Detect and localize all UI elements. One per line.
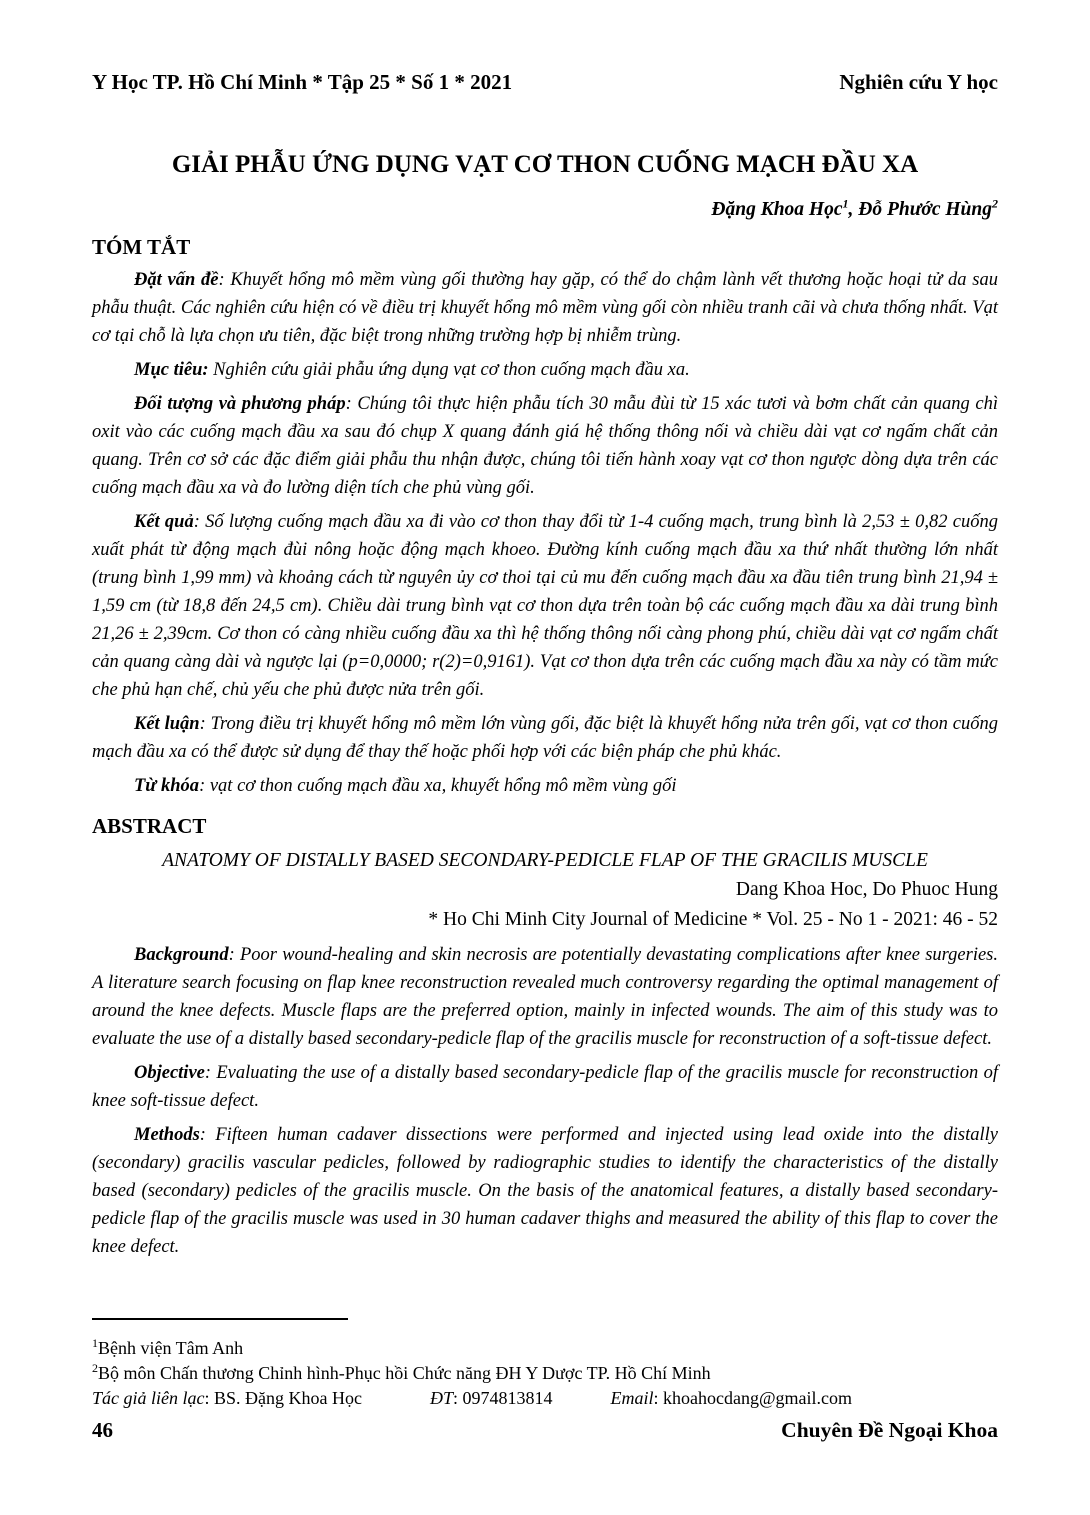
paragraph-tu-khoa (92, 772, 998, 800)
paragraph-text: : Khuyết hổng mô mềm vùng gối thường hay gặp, có thể do chậm lành vết thương hoặc hoại tử da sau phẫu thuật. Các nghiên cứu hiện có về điều trị khuyết hổng mô mềm vùng gối còn nhiều tranh cãi và chưa thống nhất. Vạt cơ tại chỗ là lựa chọn ưu tiên, đặc biệt trong những trường hợp bị nhiễm trùng. (92, 270, 998, 346)
paragraph-text: : Trong điều trị khuyết hổng mô mềm lớn vùng gối, đặc biệt là khuyết hổng nửa trên gối, vạt cơ thon cuống mạch đầu xa có thể được sử dụng để thay thế hoặc phối hợp với các biện pháp che phủ khác. (92, 714, 998, 762)
affiliation-2 (92, 1361, 998, 1386)
paragraph-text: : Evaluating the use of a distally based secondary-pedicle flap of the gracilis muscle for reconstruction of knee soft-tissue defect. (92, 1063, 998, 1111)
paragraph-methods (92, 1121, 998, 1261)
paragraph-lead: Đối tượng và phương pháp (134, 394, 346, 414)
footnote-separator-rule (92, 1318, 348, 1320)
section-heading-tom-tat: TÓM TẮT (92, 235, 191, 259)
phone-label: ĐT (429, 1388, 453, 1408)
paragraph-muc-tieu (92, 356, 998, 384)
phone-value: : 0974813814 (452, 1388, 553, 1408)
article-title: GIẢI PHẪU ỨNG DỤNG VẠT CƠ THON CUỐNG MẠCH ĐẦU XA (171, 151, 919, 178)
footer-section-title: Chuyên Đề Ngoại Khoa (781, 1418, 998, 1442)
author-1-superscript: 1 (842, 196, 849, 211)
email-value: : khoahocdang@gmail.com (653, 1388, 853, 1408)
affiliation-1-text: Bệnh viện Tâm Anh (98, 1338, 244, 1358)
paragraph-text: : vạt cơ thon cuống mạch đầu xa, khuyết hổng mô mềm vùng gối (199, 776, 677, 796)
affiliation-1 (92, 1336, 998, 1361)
paragraph-background (92, 941, 998, 1053)
email-label: Email (610, 1388, 654, 1408)
corresponding-author-line (92, 1386, 998, 1411)
paragraph-lead: Objective (134, 1063, 205, 1083)
paragraph-text: : Poor wound-healing and skin necrosis are potentially devastating complications after knee surgeries. A literature search focusing on flap knee reconstruction revealed much controversy regarding the optimal management of around the knee defects. Muscle flaps are the preferred option, mainly in infected wounds. The aim of this study was to evaluate the use of a distally based secondary-pedicle flap of the gracilis muscle for reconstruction of a soft-tissue defect. (92, 945, 998, 1049)
paragraph-text: : Fifteen human cadaver dissections were performed and injected using lead oxide into the distally (secondary) gracilis vascular pedicles, followed by radiographic studies to identify the characteristics of the distally based (secondary) pedicles of the gracilis muscle. On the basis of the anatomical features, a distally based secondary-pedicle flap of the gracilis muscle was used in 30 human cadaver thighs and measured the ability of this flap to cover the knee defect. (92, 1125, 998, 1257)
paragraph-lead: Methods (134, 1125, 200, 1145)
journal-header-left: Y Học TP. Hồ Chí Minh * Tập 25 * Số 1 * 2021 (92, 70, 513, 94)
paragraph-text: Nghiên cứu giải phẫu ứng dụng vạt cơ thon cuống mạch đầu xa. (208, 360, 690, 380)
paragraph-lead: Background (134, 945, 229, 965)
affiliation-2-superscript: 2 (92, 1361, 98, 1375)
author-separator: , (848, 199, 859, 220)
paragraph-lead: Kết luận (134, 714, 200, 734)
paragraph-lead: Đặt vấn đề (134, 270, 219, 290)
paragraph-lead: Từ khóa (134, 776, 200, 796)
paragraph-doi-tuong-phuong-phap (92, 390, 998, 502)
paragraph-lead: Mục tiêu: (134, 360, 209, 380)
english-authors: Dang Khoa Hoc, Do Phuoc Hung (735, 879, 998, 900)
paragraph-text: : Số lượng cuống mạch đầu xa đi vào cơ thon thay đổi từ 1-4 cuống mạch, trung bình là 2,53 ± 0,82 cuống xuất phát từ động mạch đùi nông hoặc động mạch khoeo. Đường kính cuống mạch đầu xa thứ nhất thường lớn nhất (trung bình 1,99 mm) và khoảng cách từ nguyên ủy cơ thoi tại củ mu đến cuống mạch đầu xa đầu tiên trung bình 21,94 ± 1,59 cm (từ 18,8 đến 24,5 cm). Chiều dài trung bình vạt cơ thon dựa trên toàn bộ các cuống mạch đầu xa dài trung bình 21,26 ± 2,39cm. Cơ thon có càng nhiều cuống đầu xa thì hệ thống thông nối càng phong phú, chiều dài vạt cơ ngấm chất cản quang càng dài và ngược lại (p=0,0000; r(2)=0,9161). Vạt cơ thon dựa trên các cuống mạch đầu xa này có tầm mức che phủ hạn chế, chủ yếu che phủ được nửa trên gối. (92, 512, 999, 700)
journal-header (92, 70, 998, 95)
english-title: ANATOMY OF DISTALLY BASED SECONDARY-PEDICLE FLAP OF THE GRACILIS MUSCLE (162, 850, 928, 871)
author-2: Đỗ Phước Hùng (858, 199, 992, 220)
paragraph-dat-van-de (92, 266, 998, 350)
author-1: Đặng Khoa Học (711, 199, 843, 220)
author-2-superscript: 2 (992, 196, 998, 211)
paragraph-lead: Kết quả (134, 512, 194, 532)
phone-segment (430, 1386, 553, 1411)
email-segment (611, 1386, 853, 1411)
page-footer (92, 1418, 998, 1443)
footnote-block (92, 1318, 998, 1411)
affiliation-2-text: Bộ môn Chấn thương Chỉnh hình-Phục hồi Chức năng ĐH Y Dược TP. Hồ Chí Minh (98, 1363, 711, 1383)
paragraph-ket-luan (92, 710, 998, 766)
paragraph-ket-qua (92, 508, 998, 704)
authors-line (92, 196, 998, 221)
paragraph-text: : Chúng tôi thực hiện phẫu tích 30 mẫu đùi từ 15 xác tươi và bơm chất cản quang chì oxit vào các cuống mạch đầu xa sau đó chụp X quang đánh giá hệ thống thông nối và chiều dài vạt cơ ngấm chất cản quang. Trên cơ sở các đặc điểm giải phẫu thu nhận được, chúng tôi tiến hành xoay vạt cơ thon ngược dòng dựa trên các cuống mạch đầu xa và đo lường diện tích che phủ vùng gối. (92, 394, 998, 498)
journal-citation-line: * Ho Chi Minh City Journal of Medicine * Vol. 25 - No 1 - 2021: 46 - 52 (428, 909, 998, 930)
affiliation-1-superscript: 1 (92, 1336, 98, 1350)
contact-segment (92, 1386, 362, 1411)
journal-header-right: Nghiên cứu Y học (839, 70, 998, 94)
page-number: 46 (92, 1418, 113, 1442)
section-heading-abstract: ABSTRACT (92, 814, 207, 838)
contact-value: : BS. Đặng Khoa Học (204, 1388, 362, 1408)
contact-label: Tác giả liên lạc (92, 1388, 205, 1408)
paragraph-objective (92, 1059, 998, 1115)
